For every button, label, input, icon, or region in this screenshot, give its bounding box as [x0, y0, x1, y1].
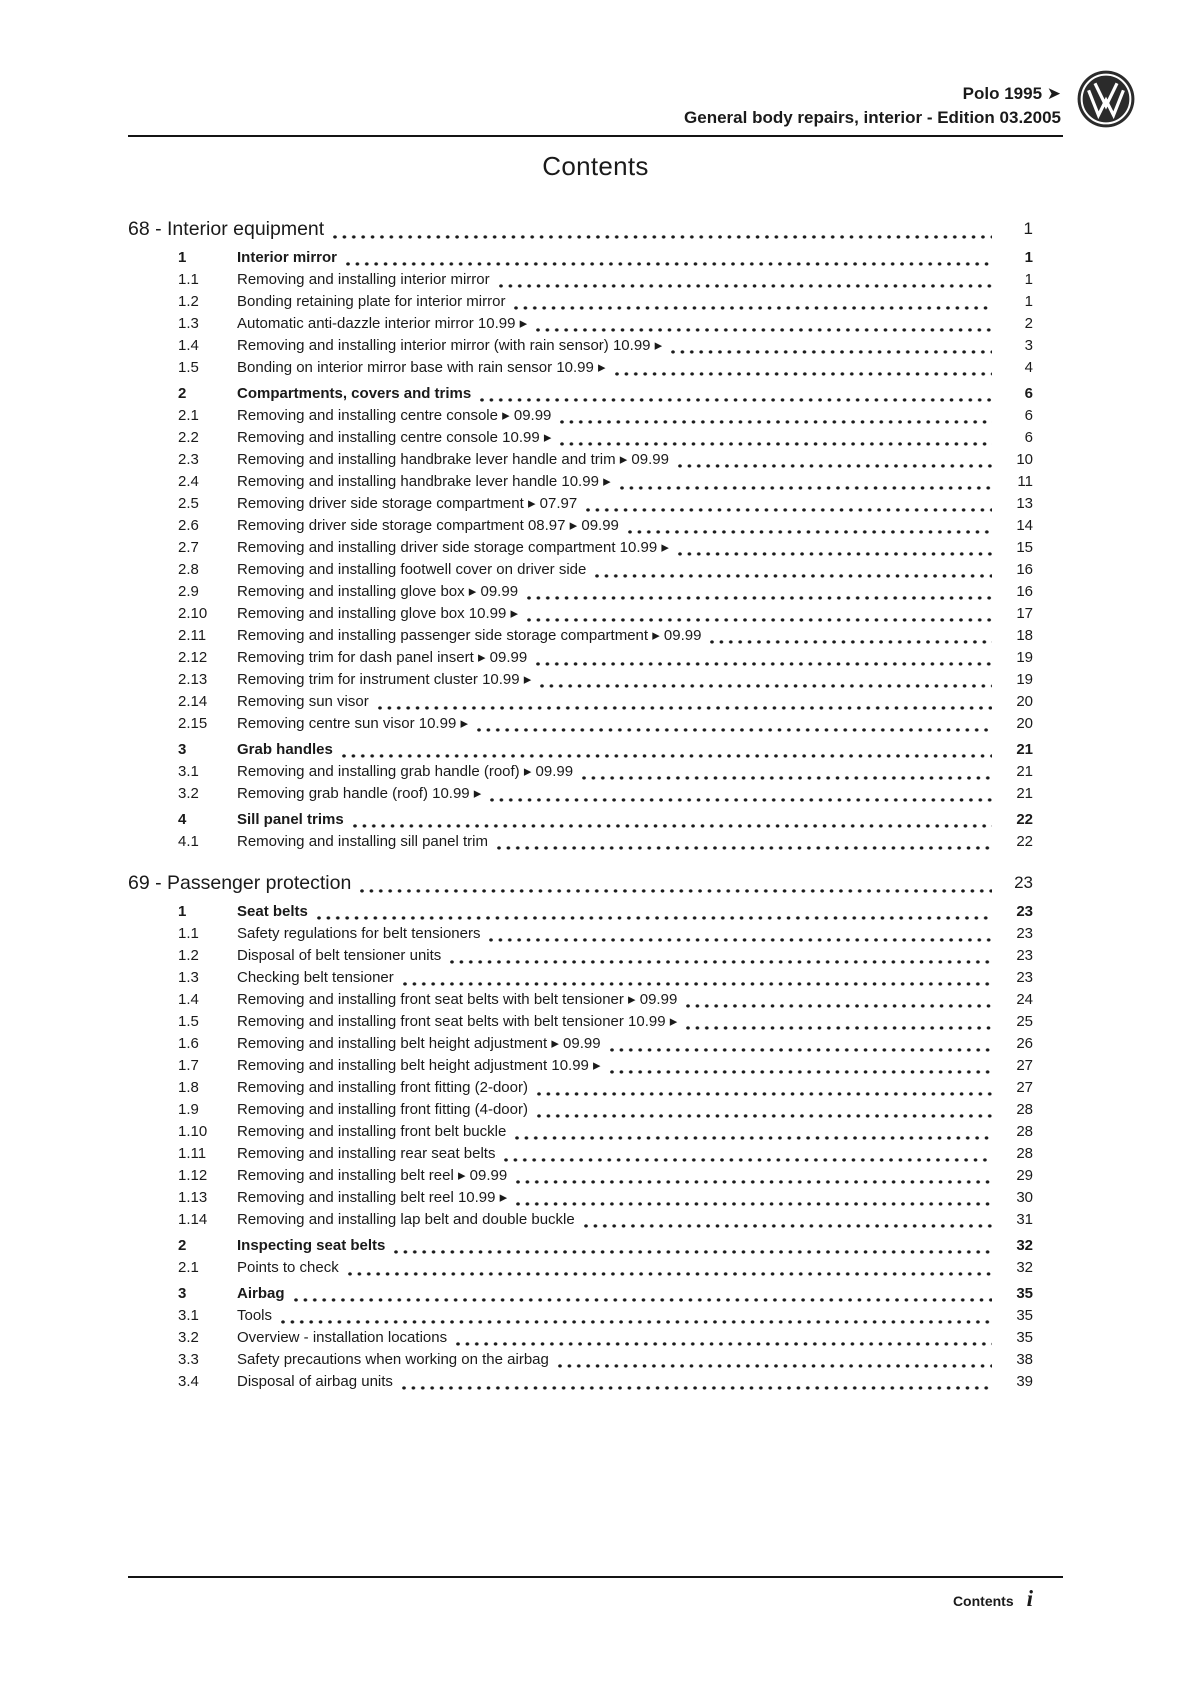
section-number: 2.6	[178, 517, 199, 534]
dot-leader	[294, 1298, 992, 1303]
dot-leader	[346, 262, 992, 267]
page-number: 21	[1016, 785, 1033, 802]
toc-chapter-row	[128, 869, 1063, 897]
toc-section-row	[128, 427, 1063, 449]
dot-leader	[671, 350, 992, 355]
dot-leader	[560, 442, 992, 447]
section-number: 4	[178, 811, 187, 828]
dot-leader	[477, 728, 992, 733]
toc	[128, 199, 1063, 1576]
page-number: 1	[1024, 249, 1033, 266]
dot-leader	[540, 684, 992, 689]
section-number: 1.5	[178, 359, 199, 376]
toc-section-row	[128, 1143, 1063, 1165]
toc-section-row	[128, 1033, 1063, 1055]
section-title: Removing and installing handbrake lever handle 10.99 ▸	[237, 473, 611, 490]
dot-leader	[527, 618, 992, 623]
section-number: 1.8	[178, 1079, 199, 1096]
chapter-title: 68 - Interior equipment	[128, 218, 325, 240]
section-number: 2.4	[178, 473, 199, 490]
toc-section-row	[128, 1305, 1063, 1327]
page-number: 6	[1024, 429, 1033, 446]
footer-page-number: i	[1026, 1586, 1033, 1611]
section-number: 2.9	[178, 583, 199, 600]
section-number: 2.8	[178, 561, 199, 578]
dot-leader	[504, 1158, 992, 1163]
page-number: 4	[1024, 359, 1033, 376]
toc-section-row	[128, 383, 1063, 405]
section-title: Removing and installing glove box ▸ 09.99	[237, 583, 519, 600]
section-title: Removing grab handle (roof) 10.99 ▸	[237, 785, 482, 802]
dot-leader	[558, 1364, 992, 1369]
section-title: Removing and installing sill panel trim	[237, 833, 488, 850]
dot-leader	[402, 1386, 992, 1391]
page-number: 13	[1016, 495, 1033, 512]
toc-section-row	[128, 1257, 1063, 1279]
section-number: 1.5	[178, 1013, 199, 1030]
section-title: Removing and installing centre console ▸ 09.99	[237, 407, 552, 424]
toc-section-row	[128, 783, 1063, 805]
section-title: Overview - installation locations	[237, 1329, 448, 1346]
page-number: 21	[1016, 763, 1033, 780]
dot-leader	[586, 508, 992, 513]
dot-leader	[480, 398, 992, 403]
toc-section-row	[128, 1327, 1063, 1349]
section-title: Removing driver side storage compartment 08.97 ▸ 09.99	[237, 517, 619, 534]
dot-leader	[595, 574, 992, 579]
dot-leader	[620, 486, 992, 491]
page-number: 6	[1024, 385, 1033, 402]
section-title: Disposal of airbag units	[237, 1373, 393, 1390]
toc-section-row	[128, 1187, 1063, 1209]
section-title: Removing and installing front belt buckle	[237, 1123, 507, 1140]
page-number: 18	[1016, 627, 1033, 644]
dot-leader	[678, 552, 992, 557]
page-number: 28	[1016, 1101, 1033, 1118]
page-number: 35	[1016, 1285, 1033, 1302]
page-number: 14	[1016, 517, 1033, 534]
toc-section-row	[128, 603, 1063, 625]
page-number: 27	[1016, 1079, 1033, 1096]
toc-section-row	[128, 471, 1063, 493]
section-number: 3.1	[178, 1307, 199, 1324]
page-number: 17	[1016, 605, 1033, 622]
page-number: 27	[1016, 1057, 1033, 1074]
dot-leader	[610, 1070, 992, 1075]
section-title: Removing and installing belt reel ▸ 09.99	[237, 1167, 508, 1184]
section-number: 3.2	[178, 1329, 199, 1346]
section-title: Bonding on interior mirror base with rain sensor 10.99 ▸	[237, 359, 606, 376]
vw-logo	[1077, 70, 1135, 128]
dot-leader	[497, 846, 992, 851]
section-title: Removing and installing front fitting (2-door)	[237, 1079, 528, 1096]
section-number: 4.1	[178, 833, 199, 850]
page-number: 23	[1016, 903, 1033, 920]
dot-leader	[536, 328, 992, 333]
dot-leader	[536, 662, 992, 667]
toc-section-row	[128, 761, 1063, 783]
dot-leader	[281, 1320, 992, 1325]
toc-section-row	[128, 625, 1063, 647]
doc-subtitle: General body repairs, interior - Edition 03.2005	[684, 108, 1061, 127]
section-title: Removing driver side storage compartment ▸ 07.97	[237, 495, 578, 512]
toc-section-row	[128, 291, 1063, 313]
section-number: 1.3	[178, 969, 199, 986]
toc-section-row	[128, 713, 1063, 735]
dot-leader	[537, 1114, 992, 1119]
toc-section-row	[128, 739, 1063, 761]
section-number: 1.2	[178, 947, 199, 964]
page-number: 1	[1024, 271, 1033, 288]
section-title: Removing trim for dash panel insert ▸ 09.99	[237, 649, 528, 666]
dot-leader	[456, 1342, 992, 1347]
toc-section-row	[128, 1055, 1063, 1077]
section-number: 2.5	[178, 495, 199, 512]
section-number: 1.14	[178, 1211, 208, 1228]
section-title: Removing trim for instrument cluster 10.99 ▸	[237, 671, 532, 688]
page-number: 1	[1023, 219, 1033, 238]
toc-section-row	[128, 945, 1063, 967]
page-number: 16	[1016, 583, 1033, 600]
section-title: Grab handles	[237, 741, 333, 758]
section-number: 3.2	[178, 785, 199, 802]
section-number: 3	[178, 741, 187, 758]
page-number: 21	[1016, 741, 1033, 758]
dot-leader	[584, 1224, 992, 1229]
section-title: Removing and installing belt height adjustment ▸ 09.99	[237, 1035, 601, 1052]
chapter-title: 69 - Passenger protection	[128, 872, 352, 894]
toc-section-row	[128, 1235, 1063, 1257]
section-title: Seat belts	[237, 903, 308, 920]
page-number: 23	[1014, 873, 1033, 892]
doc-model-line: Polo 1995 ➤	[962, 84, 1061, 103]
section-title: Removing sun visor	[237, 693, 369, 710]
page-number: 20	[1016, 693, 1033, 710]
section-number: 3.4	[178, 1373, 199, 1390]
page-number: 2	[1024, 315, 1033, 332]
section-title: Removing and installing handbrake lever handle and trim ▸ 09.99	[237, 451, 669, 468]
section-number: 2.7	[178, 539, 199, 556]
section-number: 1.3	[178, 315, 199, 332]
section-number: 1	[178, 249, 187, 266]
section-title: Airbag	[237, 1285, 285, 1302]
page-number: 20	[1016, 715, 1033, 732]
page-number: 39	[1016, 1373, 1033, 1390]
page-number: 28	[1016, 1123, 1033, 1140]
toc-section-row	[128, 967, 1063, 989]
section-title: Removing and installing interior mirror	[237, 271, 490, 288]
section-number: 2.11	[178, 627, 207, 644]
page-number: 25	[1016, 1013, 1033, 1030]
page-number: 24	[1016, 991, 1033, 1008]
toc-section-row	[128, 1371, 1063, 1393]
toc-section-row	[128, 405, 1063, 427]
section-title: Inspecting seat belts	[237, 1237, 386, 1254]
section-number: 2.1	[178, 1259, 199, 1276]
section-title: Tools	[237, 1307, 273, 1324]
section-title: Safety precautions when working on the airbag	[237, 1351, 549, 1368]
page-number: 32	[1016, 1259, 1033, 1276]
toc-section-row	[128, 1121, 1063, 1143]
section-number: 1.10	[178, 1123, 208, 1140]
section-title: Removing and installing grab handle (roof) ▸ 09.99	[237, 763, 574, 780]
section-number: 1.4	[178, 991, 199, 1008]
section-number: 2.15	[178, 715, 208, 732]
toc-section-row	[128, 831, 1063, 853]
dot-leader	[610, 1048, 992, 1053]
page-number: 26	[1016, 1035, 1033, 1052]
toc-section-row	[128, 537, 1063, 559]
page-number: 19	[1016, 671, 1033, 688]
dot-leader	[317, 916, 992, 921]
section-number: 2	[178, 1237, 187, 1254]
dot-leader	[499, 284, 992, 289]
toc-section-row	[128, 559, 1063, 581]
dot-leader	[514, 306, 992, 311]
toc-section-row	[128, 1283, 1063, 1305]
section-title: Removing and installing rear seat belts	[237, 1145, 496, 1162]
dot-leader	[537, 1092, 992, 1097]
dot-leader	[582, 776, 992, 781]
dot-leader	[489, 938, 992, 943]
dot-leader	[342, 754, 992, 759]
page-number: 16	[1016, 561, 1033, 578]
dot-leader	[678, 464, 992, 469]
section-title: Removing centre sun visor 10.99 ▸	[237, 715, 468, 732]
toc-section-row	[128, 809, 1063, 831]
section-title: Removing and installing driver side storage compartment 10.99 ▸	[237, 539, 669, 556]
toc-chapter-row	[128, 215, 1063, 243]
section-number: 1.9	[178, 1101, 199, 1118]
toc-section-row	[128, 923, 1063, 945]
toc-section-row	[128, 691, 1063, 713]
dot-leader	[450, 960, 992, 965]
toc-section-row	[128, 901, 1063, 923]
dot-leader	[516, 1202, 992, 1207]
toc-section-row	[128, 1099, 1063, 1121]
dot-leader	[403, 982, 992, 987]
section-title: Checking belt tensioner	[237, 969, 394, 986]
footer-label: Contents	[952, 1593, 1014, 1609]
page-number: 6	[1024, 407, 1033, 424]
section-number: 2.14	[178, 693, 208, 710]
section-number: 3	[178, 1285, 187, 1302]
section-title: Removing and installing centre console 10.99 ▸	[237, 429, 552, 446]
section-number: 2.10	[178, 605, 208, 622]
section-number: 2.2	[178, 429, 199, 446]
dot-leader	[516, 1180, 992, 1185]
page-number: 38	[1016, 1351, 1033, 1368]
dot-leader	[515, 1136, 992, 1141]
page-number: 31	[1016, 1211, 1033, 1228]
toc-section-row	[128, 647, 1063, 669]
page-number: 23	[1016, 969, 1033, 986]
toc-section-row	[128, 1077, 1063, 1099]
section-number: 3.3	[178, 1351, 199, 1368]
toc-section-row	[128, 989, 1063, 1011]
page-number: 23	[1016, 947, 1033, 964]
page-number: 11	[1017, 473, 1033, 490]
section-title: Safety regulations for belt tensioners	[237, 925, 481, 942]
section-title: Removing and installing front fitting (4-door)	[237, 1101, 528, 1118]
section-number: 1.2	[178, 293, 199, 310]
page-number: 29	[1016, 1167, 1033, 1184]
section-number: 1.1	[178, 271, 199, 288]
section-number: 1.1	[178, 925, 199, 942]
page-number: 22	[1016, 833, 1033, 850]
section-title: Sill panel trims	[237, 811, 344, 828]
page-footer	[128, 1576, 1063, 1684]
page-number: 22	[1016, 811, 1033, 828]
dot-leader	[686, 1004, 992, 1009]
section-title: Removing and installing passenger side storage compartment ▸ 09.99	[237, 627, 702, 644]
page-number: 23	[1016, 925, 1033, 942]
section-title: Removing and installing interior mirror (with rain sensor) 10.99 ▸	[237, 337, 663, 354]
section-number: 1.7	[178, 1057, 199, 1074]
section-number: 2.1	[178, 407, 199, 424]
section-title: Removing and installing glove box 10.99 ▸	[237, 605, 519, 622]
section-title: Compartments, covers and trims	[237, 385, 472, 402]
page-number: 19	[1016, 649, 1033, 666]
toc-section-row	[128, 1165, 1063, 1187]
page-header	[128, 82, 1063, 137]
section-title: Removing and installing front seat belts with belt tensioner ▸ 09.99	[237, 991, 678, 1008]
section-title: Removing and installing footwell cover on driver side	[237, 561, 587, 578]
section-number: 1	[178, 903, 187, 920]
toc-section-row	[128, 357, 1063, 379]
dot-leader	[348, 1272, 992, 1277]
dot-leader	[490, 798, 992, 803]
toc-section-row	[128, 493, 1063, 515]
page-number: 10	[1016, 451, 1033, 468]
dot-leader	[353, 824, 992, 829]
section-number: 2.12	[178, 649, 208, 666]
dot-leader	[615, 372, 992, 377]
page-number: 1	[1024, 293, 1033, 310]
section-number: 1.6	[178, 1035, 199, 1052]
section-title: Points to check	[237, 1259, 339, 1276]
dot-leader	[527, 596, 992, 601]
section-title: Interior mirror	[237, 249, 338, 266]
dot-leader	[560, 420, 992, 425]
dot-leader	[686, 1026, 992, 1031]
section-title: Removing and installing belt height adjustment 10.99 ▸	[237, 1057, 601, 1074]
toc-section-row	[128, 581, 1063, 603]
page-number: 32	[1016, 1237, 1033, 1254]
toc-section-row	[128, 269, 1063, 291]
toc-section-row	[128, 247, 1063, 269]
section-number: 1.13	[178, 1189, 208, 1206]
toc-section-row	[128, 1349, 1063, 1371]
toc-section-row	[128, 1209, 1063, 1231]
section-title: Removing and installing belt reel 10.99 ▸	[237, 1189, 508, 1206]
header-rule	[128, 135, 1063, 137]
page-number: 15	[1016, 539, 1033, 556]
page-number: 28	[1016, 1145, 1033, 1162]
toc-section-row	[128, 335, 1063, 357]
dot-leader	[360, 889, 992, 894]
section-number: 1.11	[178, 1145, 207, 1162]
dot-leader	[394, 1250, 992, 1255]
section-number: 3.1	[178, 763, 199, 780]
toc-section-row	[128, 449, 1063, 471]
page-number: 35	[1016, 1329, 1033, 1346]
dot-leader	[378, 706, 992, 711]
section-title: Removing and installing lap belt and double buckle	[237, 1211, 575, 1228]
section-title: Bonding retaining plate for interior mirror	[237, 293, 506, 310]
toc-section-row	[128, 1011, 1063, 1033]
page-number: 3	[1024, 337, 1033, 354]
dot-leader	[628, 530, 992, 535]
section-number: 2.3	[178, 451, 199, 468]
dot-leader	[333, 235, 992, 240]
section-number: 2.13	[178, 671, 208, 688]
page-title: Contents	[542, 151, 649, 181]
section-title: Removing and installing front seat belts with belt tensioner 10.99 ▸	[237, 1013, 678, 1030]
section-title: Automatic anti-dazzle interior mirror 10.99 ▸	[237, 315, 528, 332]
toc-section-row	[128, 313, 1063, 335]
section-title: Disposal of belt tensioner units	[237, 947, 442, 964]
toc-section-row	[128, 669, 1063, 691]
section-number: 1.4	[178, 337, 199, 354]
toc-section-row	[128, 515, 1063, 537]
dot-leader	[710, 640, 992, 645]
section-number: 1.12	[178, 1167, 208, 1184]
page-number: 35	[1016, 1307, 1033, 1324]
section-number: 2	[178, 385, 187, 402]
page-number: 30	[1016, 1189, 1033, 1206]
